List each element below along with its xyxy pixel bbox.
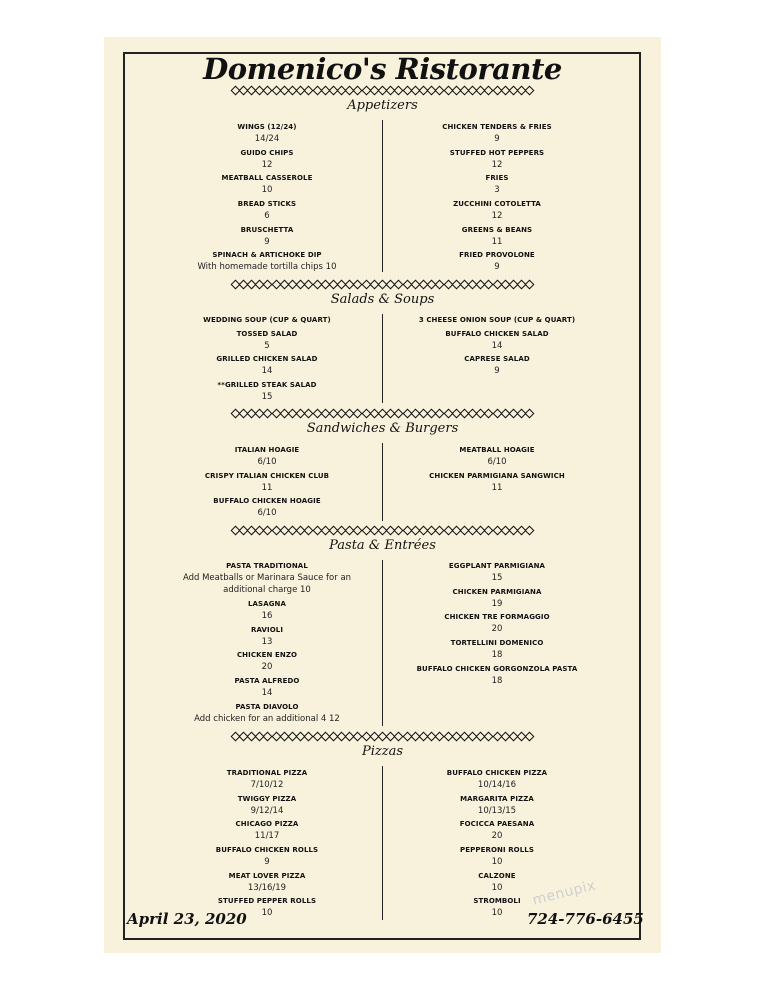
sandwiches-right-column bbox=[397, 444, 597, 495]
menu-item: CHICKEN TENDERS & FRIES 9 bbox=[442, 123, 552, 144]
diamond-ornament bbox=[525, 85, 535, 95]
menu-item: TWIGGY PIZZA 9/12/14 bbox=[237, 794, 297, 816]
section-title-appetizers: Appetizers bbox=[347, 98, 418, 113]
menu-item: ZUCCHINI COTOLETTA 12 bbox=[453, 200, 541, 222]
menu-item: 3 CHEESE ONION SOUP (CUP & QUART) bbox=[418, 316, 576, 324]
menu-item: GRILLED CHICKEN SALAD 14 bbox=[216, 355, 318, 377]
menu-item: **GRILLED STEAK SALAD 15 bbox=[217, 380, 317, 402]
column-divider bbox=[382, 120, 383, 272]
menu-item: CRISPY ITALIAN CHICKEN CLUB 11 bbox=[204, 471, 330, 493]
menu-item: TORTELLINI DOMENICO 18 bbox=[450, 639, 544, 661]
pasta-right-column bbox=[397, 560, 597, 688]
diamond-ornament bbox=[525, 525, 535, 535]
sandwiches-left-column bbox=[167, 444, 367, 521]
menu-item: SPINACH & ARTICHOKE DIP With homemade tortilla chips 10 bbox=[197, 251, 337, 273]
menu-item: MARGARITA PIZZA 10/13/15 bbox=[460, 794, 534, 816]
menu-item: TRADITIONAL PIZZA 7/10/12 bbox=[226, 769, 308, 790]
salads-right-column bbox=[397, 314, 597, 379]
menu-item: PASTA ALFREDO 14 bbox=[234, 677, 300, 699]
menu-date: April 23, 2020 bbox=[127, 910, 247, 928]
menu-item: ITALIAN HOAGIE 6/10 bbox=[234, 446, 300, 467]
phone-number: 724-776-6455 bbox=[527, 910, 644, 928]
menu-item: STUFFED HOT PEPPERS 12 bbox=[449, 148, 545, 170]
diamond-ornament bbox=[525, 279, 535, 289]
divider-top bbox=[0, 85, 765, 95]
menu-item: WEDDING SOUP (CUP & QUART) bbox=[203, 316, 331, 324]
divider-sandwiches bbox=[0, 408, 765, 418]
menu-item: CHICKEN PARMIGIANA 19 bbox=[452, 587, 542, 609]
menu-item: BRUSCHETTA 9 bbox=[240, 225, 294, 247]
column-divider bbox=[382, 314, 383, 403]
menu-item: BUFFALO CHICKEN ROLLS 9 bbox=[215, 846, 319, 868]
column-divider bbox=[382, 560, 383, 726]
menu-item: FRIES 3 bbox=[485, 174, 509, 196]
diamond-ornament bbox=[525, 408, 535, 418]
column-divider bbox=[382, 766, 383, 920]
section-title-salads: Salads & Soups bbox=[330, 292, 435, 307]
menu-item: BUFFALO CHICKEN GORGONZOLA PASTA 18 bbox=[416, 664, 578, 686]
menu-item: STUFFED PEPPER ROLLS 10 bbox=[217, 897, 317, 919]
menu-item: PASTA DIAVOLO Add chicken for an additional 4 12 bbox=[194, 702, 340, 724]
restaurant-title: Domenico's Ristorante bbox=[203, 52, 562, 86]
menu-item: BREAD STICKS 6 bbox=[237, 200, 297, 222]
appetizers-left-column bbox=[167, 121, 367, 275]
section-title-sandwiches: Sandwiches & Burgers bbox=[306, 421, 459, 436]
menu-item: CALZONE 10 bbox=[478, 871, 516, 893]
watermark: menupix bbox=[531, 877, 598, 909]
section-title-pasta: Pasta & Entrées bbox=[329, 538, 436, 553]
menu-item: EGGPLANT PARMIGIANA 15 bbox=[448, 562, 546, 583]
divider-pasta bbox=[0, 525, 765, 535]
menu-item: CHICKEN ENZO 20 bbox=[236, 651, 298, 673]
appetizers-right-column bbox=[397, 121, 597, 275]
menu-item: CHICKEN TRE FORMAGGIO 20 bbox=[444, 613, 550, 635]
divider-pizzas bbox=[0, 731, 765, 741]
menu-item: CAPRESE SALAD 9 bbox=[464, 355, 530, 377]
menu-item: STROMBOLI 10 bbox=[473, 897, 521, 919]
menu-item: RAVIOLI 13 bbox=[250, 625, 284, 647]
section-title-pizzas: Pizzas bbox=[361, 744, 404, 759]
menu-item: PASTA TRADITIONAL Add Meatballs or Marinara Sauce for an additional charge 10 bbox=[182, 562, 352, 595]
menu-item: CHICKEN PARMIGIANA SANGWICH 11 bbox=[429, 471, 565, 493]
divider-salads bbox=[0, 279, 765, 289]
pizzas-left-column bbox=[167, 767, 367, 921]
menu-item: FOCICCA PAESANA 20 bbox=[459, 820, 535, 842]
menu-item: WINGS (12/24) 14/24 bbox=[237, 123, 297, 144]
menu-item: PEPPERONI ROLLS 10 bbox=[460, 846, 534, 868]
column-divider bbox=[382, 443, 383, 521]
menu-item: MEATBALL CASSEROLE 10 bbox=[221, 174, 313, 196]
menu-item: GREENS & BEANS 11 bbox=[461, 225, 533, 247]
menu-item: FRIED PROVOLONE 9 bbox=[459, 251, 535, 273]
diamond-ornament bbox=[525, 731, 535, 741]
menu-item: TOSSED SALAD 5 bbox=[236, 329, 298, 351]
menu-item: BUFFALO CHICKEN SALAD 14 bbox=[445, 329, 549, 351]
pasta-left-column bbox=[167, 560, 367, 726]
menu-item: CHICAGO PIZZA 11/17 bbox=[235, 820, 299, 842]
salads-left-column bbox=[167, 314, 367, 405]
menu-item: GUIDO CHIPS 12 bbox=[240, 148, 294, 170]
menu-item: BUFFALO CHICKEN PIZZA 10/14/16 bbox=[446, 769, 548, 790]
menu-item: BUFFALO CHICKEN HOAGIE 6/10 bbox=[213, 497, 321, 519]
menu-item: MEATBALL HOAGIE 6/10 bbox=[459, 446, 535, 467]
menu-item: MEAT LOVER PIZZA 13/16/19 bbox=[228, 871, 306, 893]
menu-item: LASAGNA 16 bbox=[247, 600, 287, 621]
